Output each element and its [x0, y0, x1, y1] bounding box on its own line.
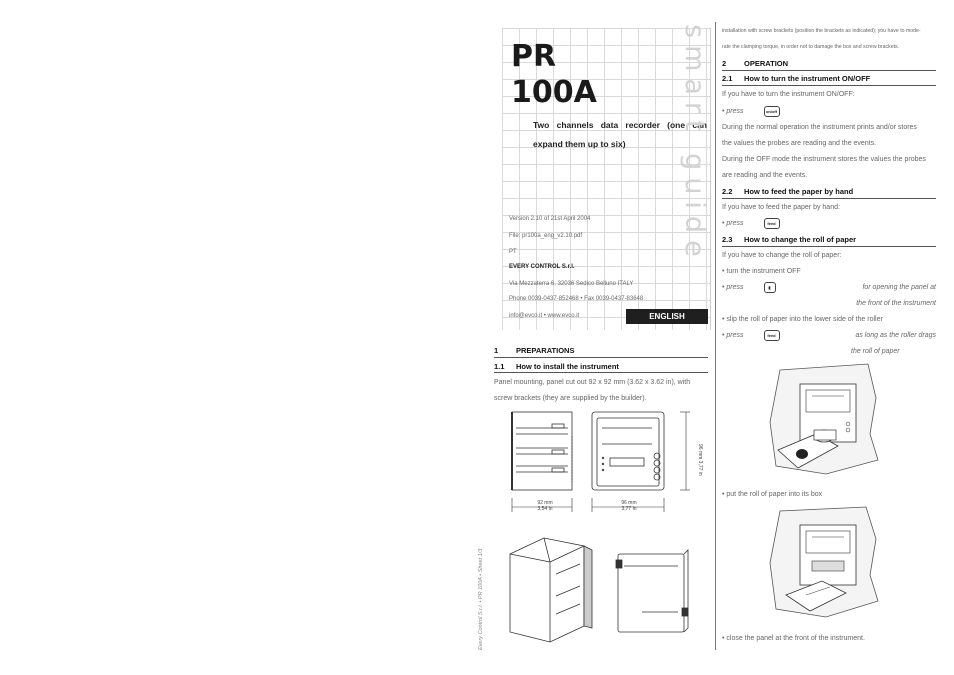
section-1-heading [494, 346, 574, 355]
intro-line-2: rate the clamping torque, in order not to damage the box and screw brackets. [722, 44, 900, 50]
meta-address: Via Mezzaterra 6, 32036 Sedico Belluno ITALY [509, 281, 634, 287]
dim-front-height [697, 444, 703, 476]
iso-view-drawing [510, 538, 592, 642]
feed-key-icon-2: feed [764, 330, 780, 341]
vertical-word-text: smart guide [679, 24, 710, 264]
dim-front-h-mm: 96 mm [697, 444, 703, 460]
section-2-1-num: 2.1 [722, 74, 733, 83]
language-badge: ENGLISH [626, 309, 708, 324]
roll-intro: If you have to change the roll of paper: [722, 252, 842, 259]
section-2-num: 2 [722, 59, 727, 68]
roll-step-2b: the front of the instrument [856, 300, 936, 307]
section-2-1-heading [722, 74, 870, 83]
roll-illustration-2 [766, 505, 886, 625]
section-1-num: 1 [494, 346, 499, 355]
section-2-3-num: 2.3 [722, 235, 733, 244]
subtitle: Two channels data recorder (one can expand them up to six) [533, 120, 707, 149]
roll-step-1: • turn the instrument OFF [722, 268, 801, 275]
section-1-title: PREPARATIONS [516, 346, 575, 355]
dim-side-width [530, 500, 560, 512]
onoff-desc-1: During the normal operation the instrument prints and/or stores [722, 124, 917, 131]
footer-vertical: Every Control S.r.l. • PR 100A • Sheet 1/3 [478, 548, 484, 650]
dim-front-w-in: 3,77 in [621, 506, 637, 512]
section-1-1-heading [494, 362, 619, 371]
roll-step-3: • slip the roll of paper into the lower side of the roller [722, 316, 883, 323]
section-2-1-title: How to turn the instrument ON/OFF [744, 74, 871, 83]
roll-illustration-1 [766, 362, 886, 482]
onoff-key-icon: on/off [764, 106, 780, 117]
onoff-desc-3: During the OFF mode the instrument stores the values the probes [722, 156, 926, 163]
section-2-3-heading [722, 235, 856, 244]
bracket-view-drawing [616, 550, 688, 632]
title-line1: PR [511, 39, 557, 74]
section-1-1-title: How to install the instrument [516, 362, 619, 371]
onoff-desc-2: the values the probes are reading and the events. [722, 140, 877, 147]
roll-step-4-press-label: • press [722, 332, 744, 339]
section-2-3-rule [722, 246, 936, 247]
meta-pt: PT [509, 249, 517, 255]
meta-company: EVERY CONTROL S.r.l. [509, 264, 575, 270]
section-1-rule [494, 357, 708, 358]
title-line2: 100A [511, 75, 597, 110]
meta-phone: Phone 0039-0437-852468 • Fax 0039-0437-83648 [509, 296, 644, 302]
section-2-2-heading [722, 187, 853, 196]
section-1-1-num: 1.1 [494, 362, 505, 371]
install-drawings [492, 406, 714, 650]
section-2-2-title: How to feed the paper by hand [744, 187, 854, 196]
section-2-2-num: 2.2 [722, 187, 733, 196]
roll-step-2a: for opening the panel at [862, 284, 936, 291]
onoff-desc-4: are reading and the events. [722, 172, 808, 179]
roll-step-2-press [722, 280, 776, 296]
roll-step-2-press-label: • press [722, 284, 744, 291]
side-view-drawing [512, 412, 572, 490]
dim-side-mm: 92 mm [537, 500, 553, 506]
dim-front-h-in: 3,77 in [697, 460, 703, 476]
roll-step-5: • put the roll of paper into its box [722, 491, 823, 498]
install-text-2: screw brackets (they are supplied by the builder). [494, 395, 647, 402]
dim-front-width [614, 500, 644, 512]
roll-step-4b: the roll of paper [851, 348, 900, 355]
section-2-1-rule [722, 85, 936, 86]
unlock-key-icon: ▮ [764, 282, 776, 293]
roll-step-6: • close the panel at the front of the instrument. [722, 635, 865, 642]
feed-key-icon: feed [764, 218, 780, 229]
roll-step-4a: as long as the roller drags [855, 332, 936, 339]
roll-step-4-press [722, 328, 780, 344]
onoff-press-label: • press [722, 108, 744, 115]
section-1-1-rule [494, 372, 708, 373]
front-view-drawing [592, 412, 664, 490]
section-2-title: OPERATION [744, 59, 789, 68]
section-2-rule [722, 70, 936, 71]
vertical-word [662, 24, 712, 264]
meta-version: Version 2.10 of 21st April 2004 [509, 216, 591, 222]
feed-intro: If you have to feed the paper by hand: [722, 204, 840, 211]
install-text-1: Panel mounting, panel cut out 92 x 92 mm (3.62 x 3.62 in), with [494, 379, 691, 386]
onoff-intro: If you have to turn the instrument ON/OFF: [722, 91, 855, 98]
onoff-press [722, 104, 780, 120]
feed-press-label: • press [722, 220, 744, 227]
section-2-3-title: How to change the roll of paper [744, 235, 857, 244]
meta-web: info@evco.it • www.evco.it [509, 313, 580, 319]
dim-front-w-mm: 96 mm [621, 500, 637, 506]
meta-file: File: pr100a_eng_v2.10.pdf [509, 233, 583, 239]
feed-press [722, 216, 780, 232]
section-2-2-rule [722, 198, 936, 199]
column-divider [715, 22, 716, 650]
section-2-heading [722, 59, 788, 68]
dim-side-in: 3,54 in [537, 506, 553, 512]
intro-line-1: installation with screw brackets (position the brackets as indicated); you have to mode- [722, 28, 921, 34]
